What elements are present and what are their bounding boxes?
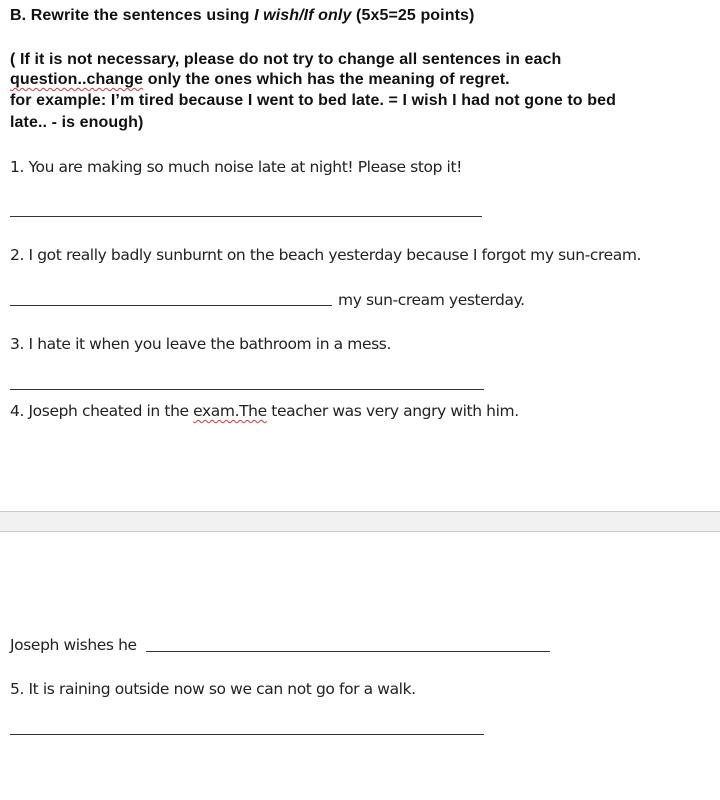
answer-2-suffix: my sun-cream yesterday. (338, 291, 525, 309)
answer-line-1[interactable] (10, 216, 482, 217)
section-title (10, 7, 474, 25)
note-line-3: for example: I’m tired because I went to bed late. = I wish I had not gone to bed (10, 92, 616, 109)
answer-line-4[interactable] (146, 651, 550, 652)
answer-line-3[interactable] (10, 389, 484, 390)
question-3: 3. I hate it when you leave the bathroom in a mess. (10, 335, 391, 353)
question-4-squiggle: exam.The (193, 402, 267, 420)
question-4-before: 4. Joseph cheated in the (10, 402, 194, 420)
question-5: 5. It is raining outside now so we can not go for a walk. (10, 680, 416, 698)
section-title-emphasis: I wish/If only (254, 7, 352, 24)
question-4-after: teacher was very angry with him. (266, 402, 519, 420)
note-line-2-rest: only the ones which has the meaning of regret. (143, 71, 510, 88)
answer-line-5[interactable] (10, 734, 484, 735)
section-title-prefix: B. Rewrite the sentences using (10, 7, 255, 24)
page-break (0, 511, 720, 532)
question-4 (10, 402, 519, 420)
answer-line-2[interactable] (10, 305, 332, 306)
note-squiggle-word: question..change (10, 71, 144, 88)
question-1: 1. You are making so much noise late at night! Please stop it! (10, 158, 462, 176)
note-line-4: late.. - is enough) (10, 114, 144, 131)
question-2: 2. I got really badly sunburnt on the beach yesterday because I forgot my sun-cream. (10, 246, 642, 264)
note-line-1: ( If it is not necessary, please do not try to change all sentences in each (10, 51, 562, 68)
note-line-2 (10, 71, 510, 89)
answer-4-prefix: Joseph wishes he (10, 636, 137, 654)
section-title-suffix: (5x5=25 points) (351, 7, 475, 24)
